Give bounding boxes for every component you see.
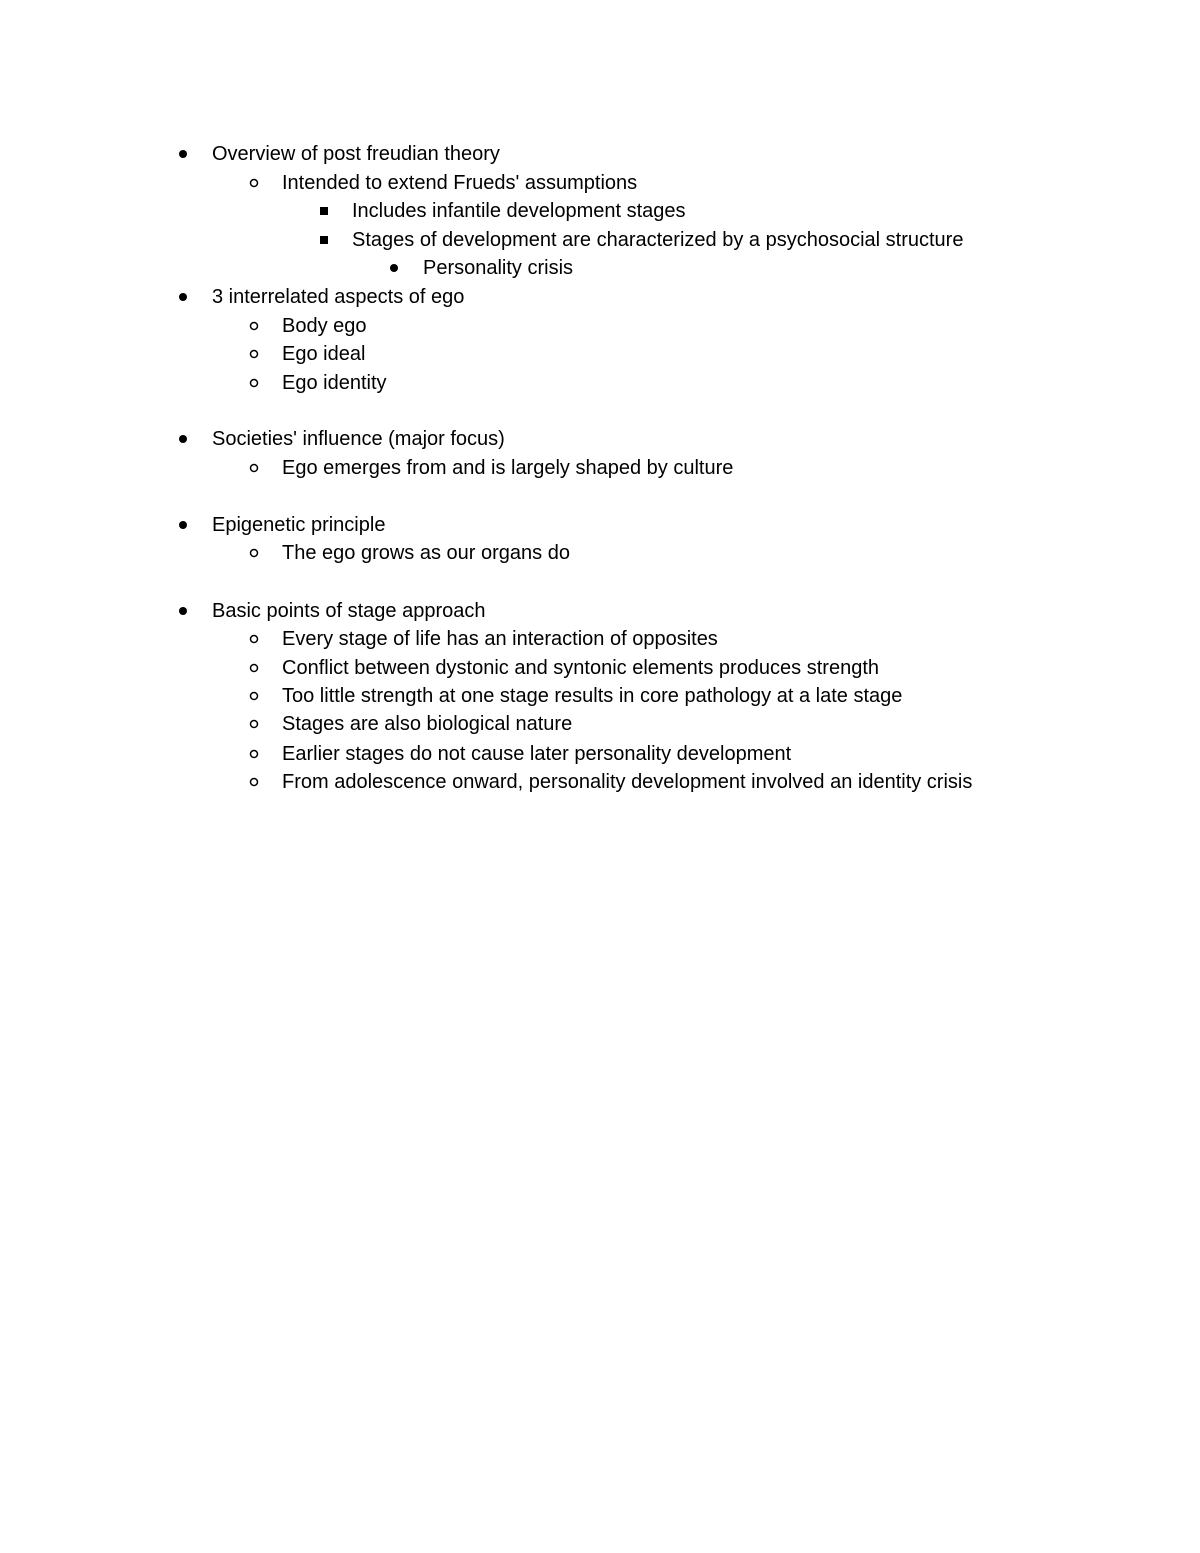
filled-bullet-icon <box>175 140 195 168</box>
hollow-bullet-icon <box>246 682 266 710</box>
hollow-bullet-icon <box>246 454 266 482</box>
hollow-bullet-icon <box>246 340 266 368</box>
list-item-text: Personality crisis <box>423 257 574 279</box>
hollow-bullet-icon <box>246 740 266 768</box>
list-item-text: Every stage of life has an interaction of opposites <box>282 628 718 650</box>
list-item-text: Intended to extend Frueds' assumptions <box>282 172 638 194</box>
filled-bullet-icon <box>175 283 195 311</box>
list-item-text: Epigenetic principle <box>212 514 386 536</box>
filled-bullet-icon <box>175 511 195 539</box>
list-item-text: Ego identity <box>282 372 387 394</box>
filled-bullet-icon <box>175 425 195 453</box>
list-item-text: Too little strength at one stage results in core pathology at a late stage <box>282 685 903 707</box>
square-bullet-icon <box>316 226 336 254</box>
hollow-bullet-icon <box>246 710 266 738</box>
square-bullet-icon <box>316 197 336 225</box>
filled-bullet-icon <box>175 597 195 625</box>
hollow-bullet-icon <box>246 539 266 567</box>
list-item-text: Societies' influence (major focus) <box>212 428 505 450</box>
list-item-text: Stages of development are characterized by a psychosocial structure <box>352 229 964 251</box>
hollow-bullet-icon <box>246 654 266 682</box>
list-item-text: Basic points of stage approach <box>212 600 486 622</box>
list-item-text: Earlier stages do not cause later personality development <box>282 743 792 765</box>
list-item-text: Ego emerges from and is largely shaped by culture <box>282 457 734 479</box>
list-item-text: Includes infantile development stages <box>352 200 686 222</box>
list-item-text: Conflict between dystonic and syntonic elements produces strength <box>282 657 880 679</box>
list-item-text: Ego ideal <box>282 343 366 365</box>
hollow-bullet-icon <box>246 768 266 796</box>
list-item-text: 3 interrelated aspects of ego <box>212 286 465 308</box>
hollow-bullet-icon <box>246 312 266 340</box>
hollow-bullet-icon <box>246 169 266 197</box>
list-item-text: The ego grows as our organs do <box>282 542 570 564</box>
list-item-text: From adolescence onward, personality development involved an identity crisis <box>282 771 973 793</box>
hollow-bullet-icon <box>246 369 266 397</box>
list-item-text: Overview of post freudian theory <box>212 143 500 165</box>
filled-bullet-icon <box>386 254 406 282</box>
hollow-bullet-icon <box>246 625 266 653</box>
list-item-text: Body ego <box>282 315 367 337</box>
list-item-text: Stages are also biological nature <box>282 713 573 735</box>
